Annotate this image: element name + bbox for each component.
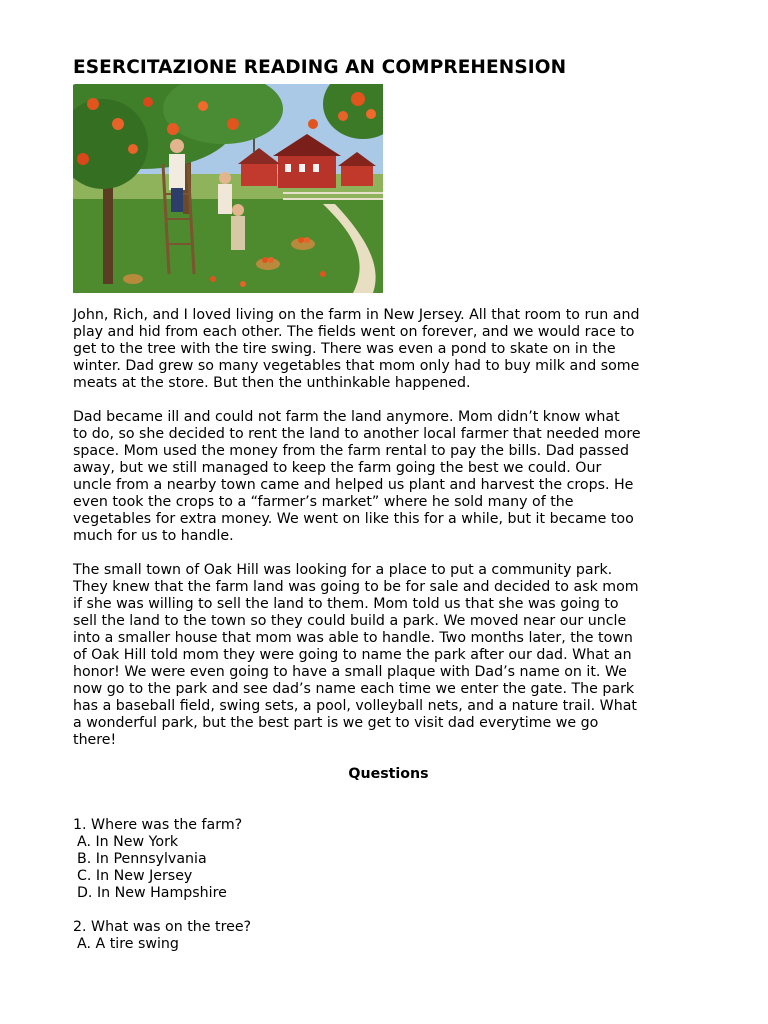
story-paragraph-2 xyxy=(73,409,698,545)
text-line: The small town of Oak Hill was looking for a place to put a community park. xyxy=(73,562,613,578)
text-line: if she was willing to sell the land to them. Mom told us that she was going to xyxy=(73,596,619,612)
text-line: honor! We were even going to have a small plaque with Dad’s name on it. We xyxy=(73,664,627,680)
text-line: winter. Dad grew so many vegetables that mom only had to buy milk and some xyxy=(73,358,640,374)
text-line: there! xyxy=(73,732,117,748)
story-paragraph-3 xyxy=(73,562,698,749)
text-line: sell the land to the town so they could build a park. We moved near our uncle xyxy=(73,613,627,629)
document-title: ESERCITAZIONE READING AN COMPREHENSION xyxy=(73,57,567,78)
text-line: space. Mom used the money from the farm rental to pay the bills. Dad passed xyxy=(73,443,630,459)
text-line: of Oak Hill told mom they were going to name the park after our dad. What an xyxy=(73,647,632,663)
answer-option-a: A. A tire swing xyxy=(77,936,179,952)
document-page xyxy=(73,56,698,970)
text-line: They knew that the farm land was going to be for sale and decided to ask mom xyxy=(73,579,639,595)
question-text: 2. What was on the tree? xyxy=(73,919,252,935)
question-text: 1. Where was the farm? xyxy=(73,817,243,833)
text-line: has a baseball field, swing sets, a pool, volleyball nets, and a nature trail. What xyxy=(73,698,637,714)
text-line: Dad became ill and could not farm the land anymore. Mom didn’t know what xyxy=(73,409,620,425)
answer-option-b: B. In Pennsylvania xyxy=(77,851,207,867)
question-1 xyxy=(73,817,698,902)
text-line: a wonderful park, but the best part is we get to visit dad everytime we go xyxy=(73,715,599,731)
questions-heading: Questions xyxy=(348,766,429,782)
text-line: play and hid from each other. The fields went on forever, and we would race to xyxy=(73,324,635,340)
question-2 xyxy=(73,919,698,953)
text-line: now go to the park and see dad’s name each time we enter the gate. The park xyxy=(73,681,635,697)
answer-option-c: C. In New Jersey xyxy=(77,868,193,884)
text-line: get to the tree with the tire swing. There was even a pond to skate on in the xyxy=(73,341,616,357)
farm-orchard-illustration xyxy=(73,84,383,293)
answer-option-a: A. In New York xyxy=(77,834,179,850)
answer-option-d: D. In New Hampshire xyxy=(77,885,227,901)
text-line: into a smaller house that mom was able to handle. Two months later, the town xyxy=(73,630,633,646)
story-paragraph-1 xyxy=(73,307,698,392)
text-line: even took the crops to a “farmer’s market” where he sold many of the xyxy=(73,494,574,510)
text-line: meats at the store. But then the unthinkable happened. xyxy=(73,375,471,391)
text-line: uncle from a nearby town came and helped us plant and harvest the crops. He xyxy=(73,477,634,493)
text-line: away, but we still managed to keep the farm going the best we could. Our xyxy=(73,460,602,476)
text-line: to do, so she decided to rent the land to another local farmer that needed more xyxy=(73,426,641,442)
text-line: vegetables for extra money. We went on like this for a while, but it became too xyxy=(73,511,634,527)
text-line: much for us to handle. xyxy=(73,528,234,544)
text-line: John, Rich, and I loved living on the farm in New Jersey. All that room to run and xyxy=(73,307,640,323)
